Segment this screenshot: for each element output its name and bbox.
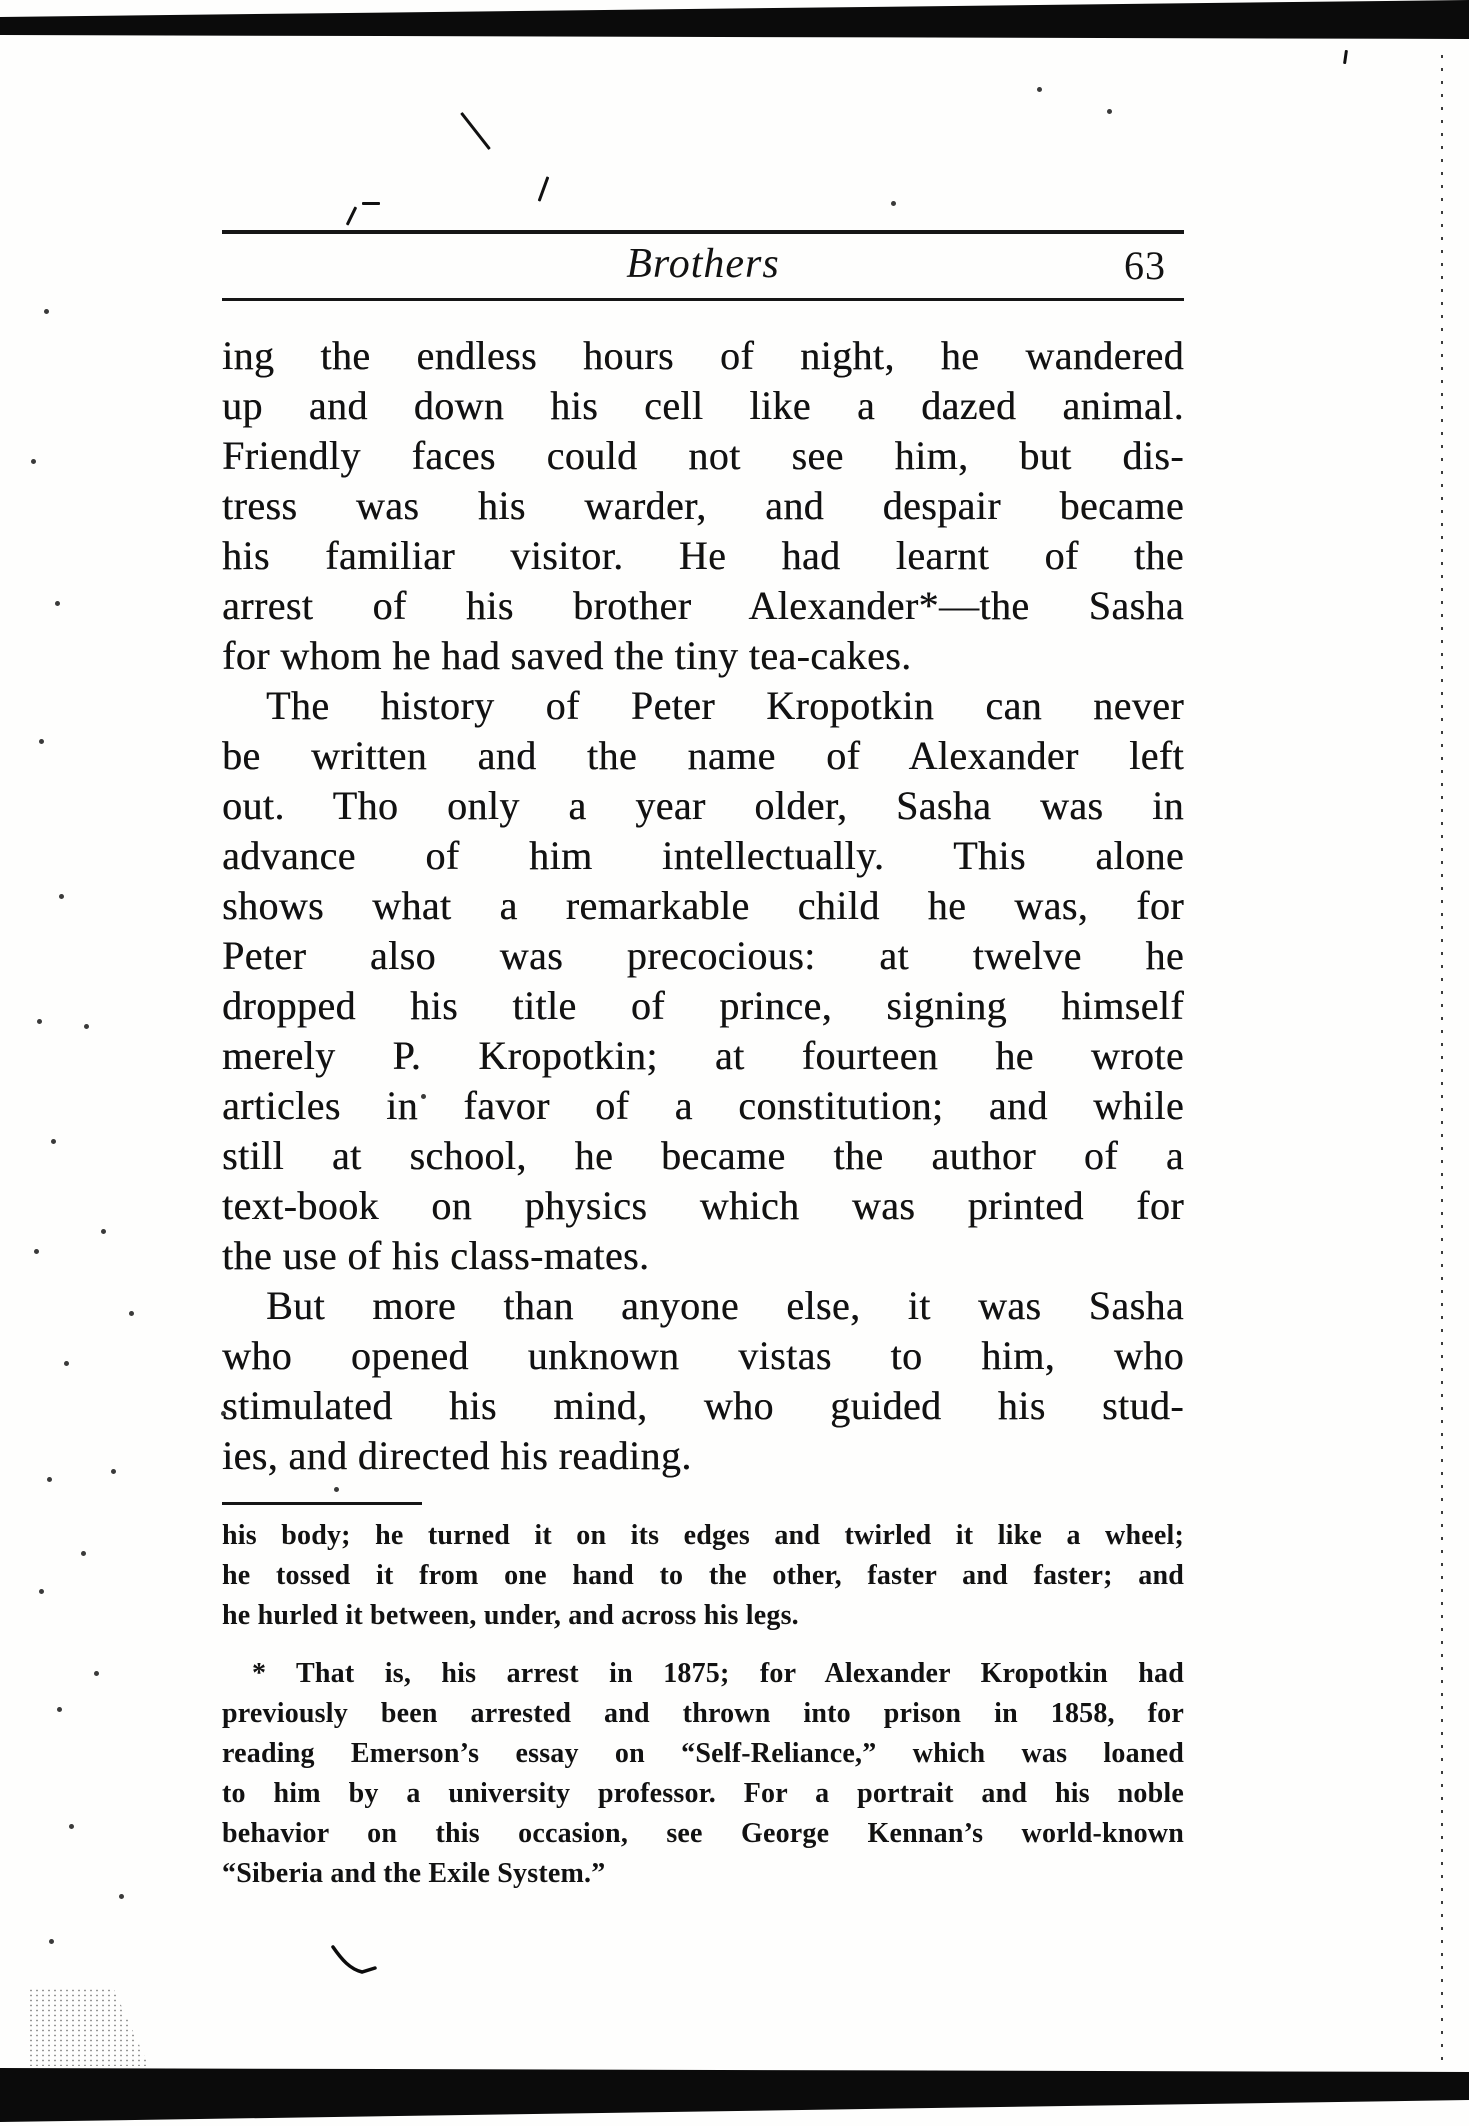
footnotes (222, 1516, 1184, 1894)
text-line: merely P. Kropotkin; at fourteen he wrote (222, 1033, 1184, 1078)
text-line: Friendly faces could not see him, but dis- (222, 433, 1184, 478)
page-number: 63 (1124, 243, 1166, 288)
text-line: he hurled it between, under, and across his legs. (222, 1600, 799, 1631)
stray-pen-mark (346, 206, 357, 225)
text-line: * That is, his arrest in 1875; for Alexander Kropotkin had (252, 1658, 1184, 1689)
text-line: reading Emerson’s essay on “Self-Reliance,” which was loaned (222, 1738, 1184, 1769)
text-line: the use of his class-mates. (222, 1233, 650, 1278)
text-line: ies, and directed his reading. (222, 1433, 692, 1478)
scan-artifact-bottom-band (0, 2062, 1469, 2126)
body-text (222, 331, 1184, 1481)
text-line: previously been arrested and thrown into prison in 1858, for (222, 1698, 1184, 1729)
text-line: shows what a remarkable child he was, for (222, 883, 1184, 928)
stray-pen-mark (1343, 50, 1348, 64)
header-row (222, 234, 1184, 298)
text-line: up and down his cell like a dazed animal. (222, 383, 1184, 428)
footnote (222, 1654, 1184, 1894)
text-line: be written and the name of Alexander left (222, 733, 1184, 778)
text-line: “Siberia and the Exile System.” (222, 1858, 606, 1889)
footnote (222, 1516, 1184, 1636)
text-line: Peter also was precocious: at twelve he (222, 933, 1184, 978)
stray-pen-mark (460, 112, 491, 150)
page-header (222, 230, 1184, 301)
text-line: his body; he turned it on its edges and twirled it like a wheel; (222, 1520, 1184, 1551)
header-rule-bottom (222, 298, 1184, 301)
text-line: out. Tho only a year older, Sasha was in (222, 783, 1184, 828)
text-line: But more than anyone else, it was Sasha (266, 1283, 1184, 1328)
text-line: articles in favor of a constitution; and while (222, 1083, 1184, 1128)
scan-noise-right-edge (1441, 55, 1443, 2060)
text-line: text-book on physics which was printed for (222, 1183, 1184, 1228)
footnote-separator-rule (222, 1502, 422, 1505)
scan-noise-stipple (28, 1988, 183, 2066)
text-line: to him by a university professor. For a portrait and his noble (222, 1778, 1184, 1809)
text-line: stimulated his mind, who guided his stud- (222, 1383, 1184, 1428)
text-line: arrest of his brother Alexander*—the Sasha (222, 583, 1184, 628)
text-line: dropped his title of prince, signing himself (222, 983, 1184, 1028)
text-line: still at school, he became the author of a (222, 1133, 1184, 1178)
text-line: he tossed it from one hand to the other, faster and faster; and (222, 1560, 1184, 1591)
handwritten-check-mark (330, 1944, 382, 1982)
text-line: tress was his warder, and despair became (222, 483, 1184, 528)
stray-pen-mark (538, 176, 550, 201)
scan-artifact-top-band (0, 0, 1469, 42)
stray-pen-mark (362, 202, 380, 205)
text-line: The history of Peter Kropotkin can never (266, 683, 1184, 728)
text-line: advance of him intellectually. This alone (222, 833, 1184, 878)
text-line: for whom he had saved the tiny tea-cakes. (222, 633, 912, 678)
text-line: who opened unknown vistas to him, who (222, 1333, 1184, 1378)
text-line: behavior on this occasion, see George Kennan’s world-known (222, 1818, 1184, 1849)
text-line: ing the endless hours of night, he wandered (222, 333, 1184, 378)
running-title: Brothers (626, 241, 780, 287)
text-line: his familiar visitor. He had learnt of the (222, 533, 1184, 578)
